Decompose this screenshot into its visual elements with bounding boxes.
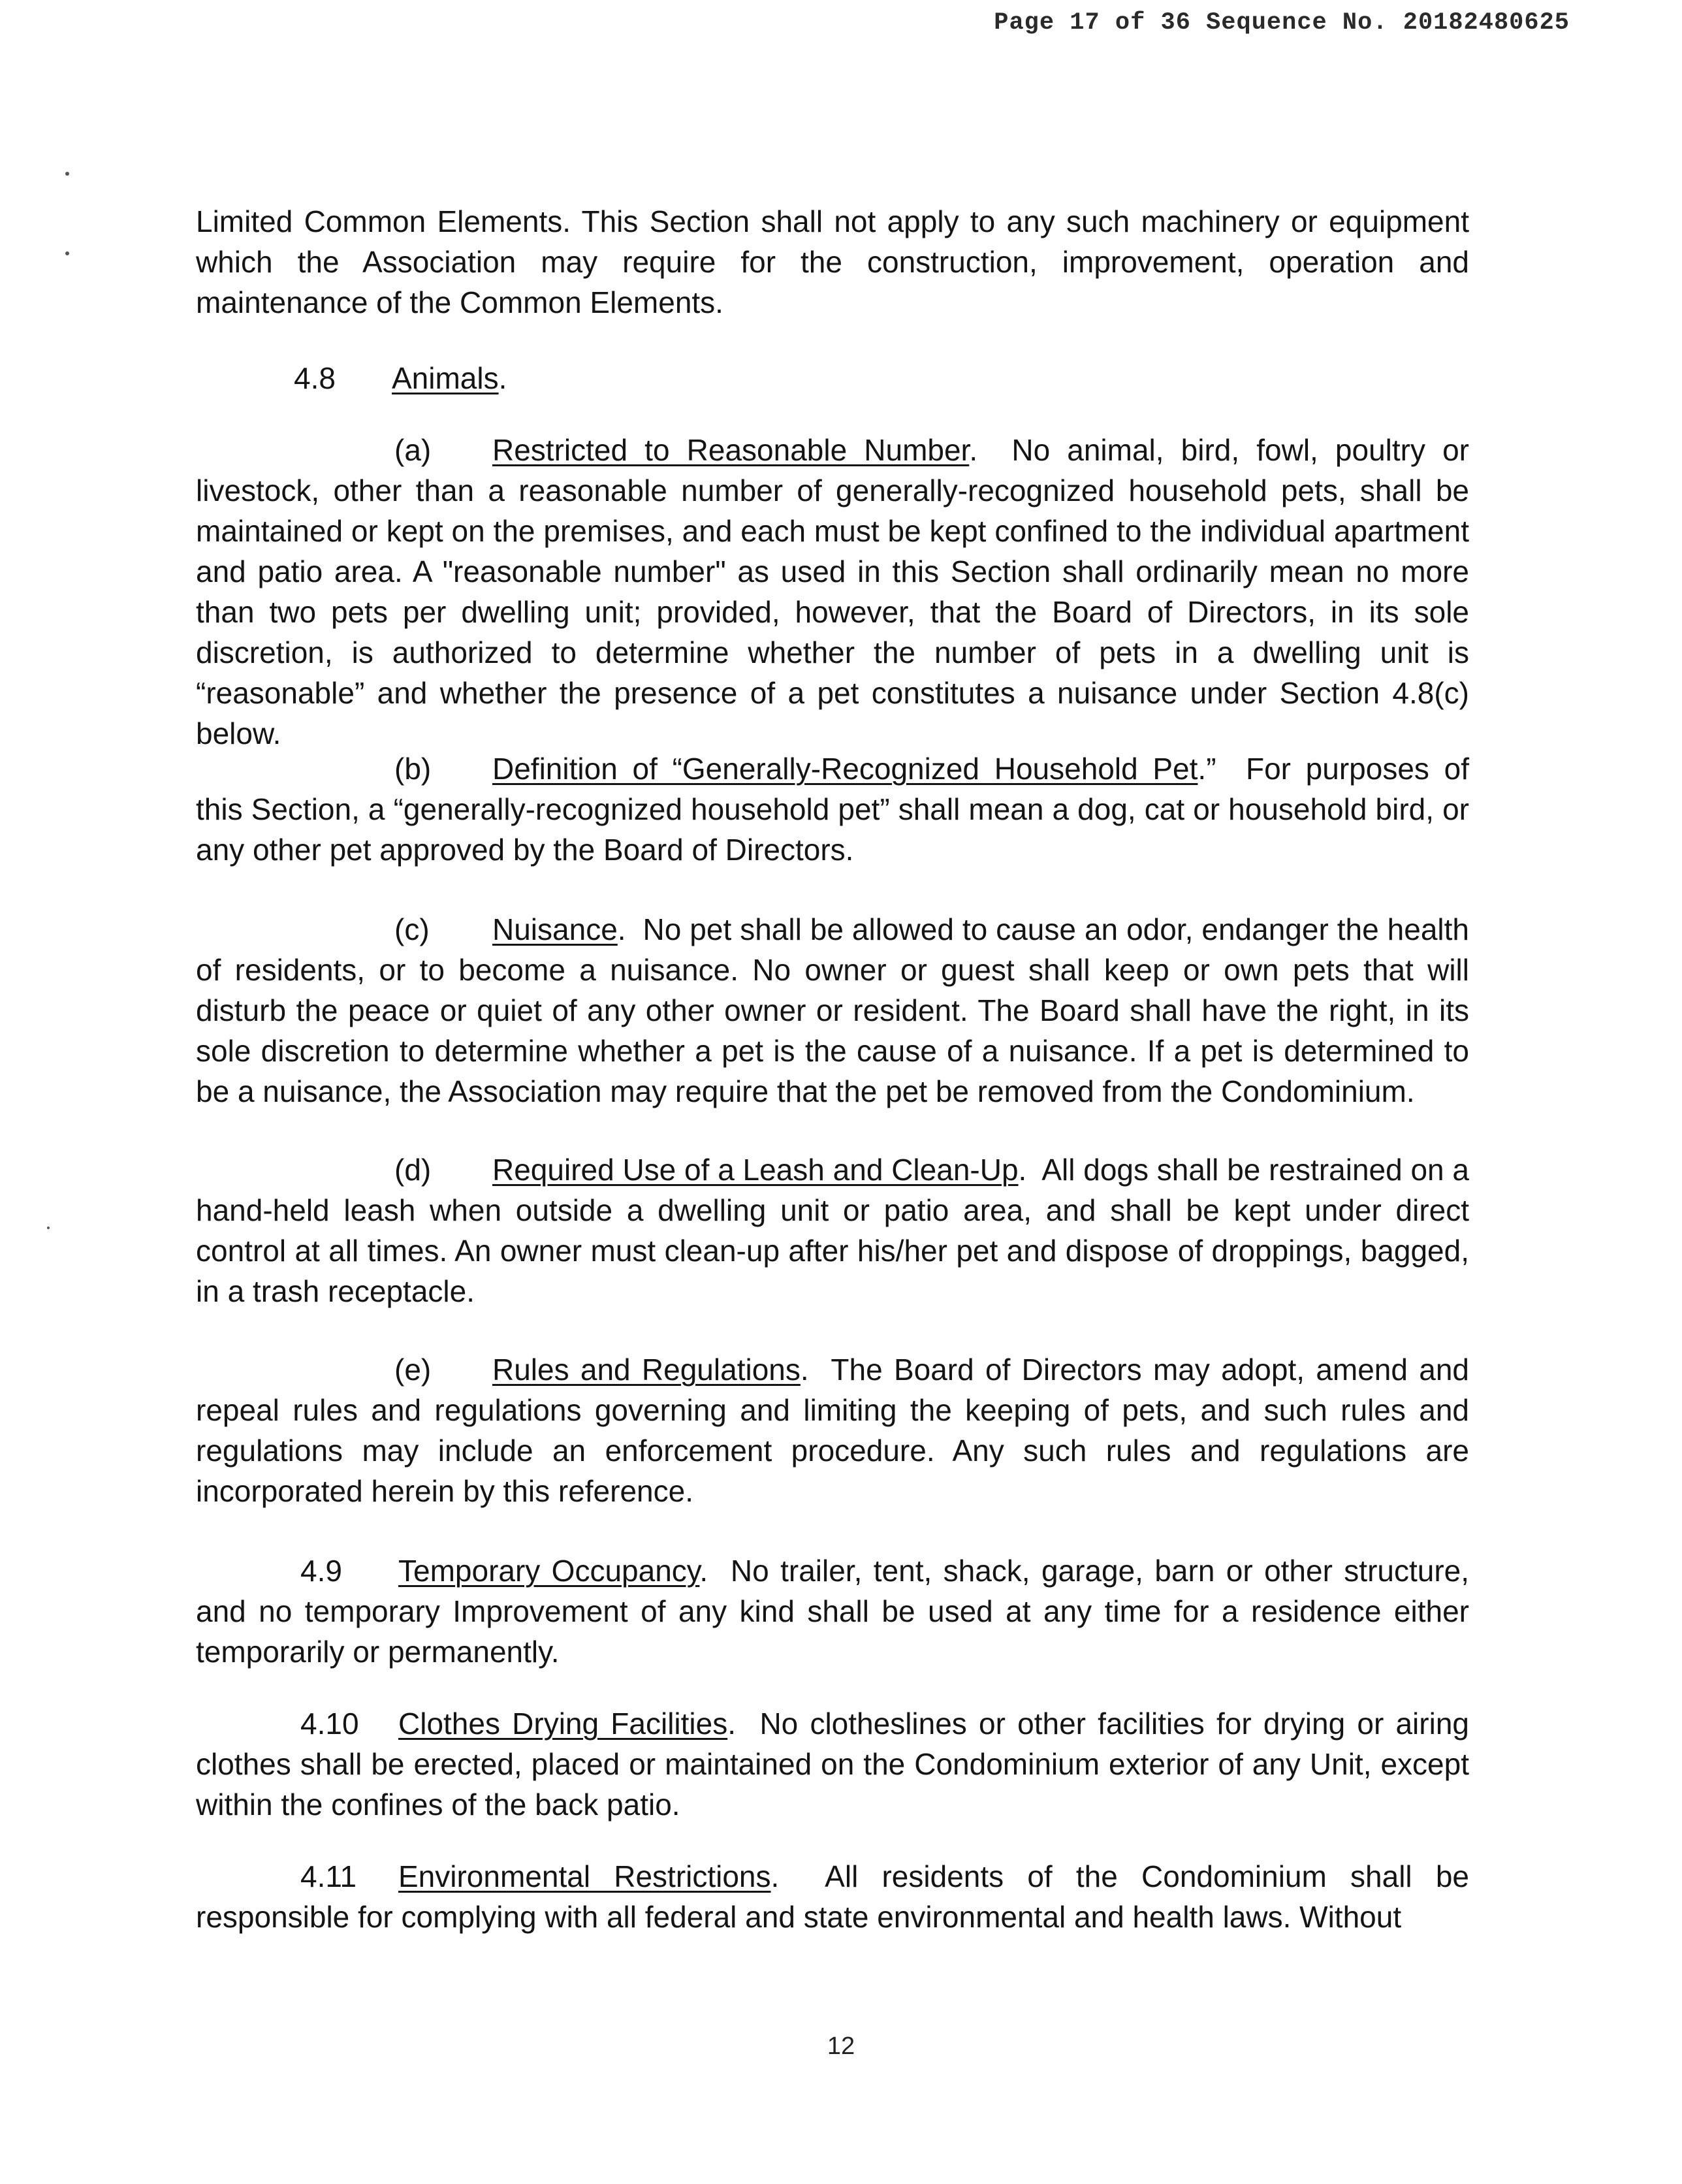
- subsection-text: For purposes of this Section, a “generally-recognized household pet” shall mean a dog, cat or household bird, or any other pet approved by the Board of Directors.: [196, 752, 1469, 867]
- section-text: No trailer, tent, shack, garage, barn or other structure, and no temporary Improvement of any kind shall be used at any time for a residence either temporarily or permanently.: [196, 1554, 1470, 1669]
- section-number: 4.8: [294, 361, 336, 395]
- subsection-text: No pet shall be allowed to cause an odor, endanger the health of residents, or to become a nuisance. No owner or guest shall keep or own pets that will disturb the peace or quiet of any other owner or resident. The Board shall have the right, in its sole discretion to determine whether a pet is the cause of a nuisance. If a pet is determined to be a nuisance, the Association may require that the pet be removed from the Condominium.: [196, 912, 1469, 1108]
- subsection-text: No animal, bird, fowl, poultry or livestock, other than a reasonable number of generally-recognized household pets, shall be maintained or kept on the premises, and each must be kept confined to the individual apartment and patio area. A "reasonable number" as used in this Section shall ordinarily mean no more than two pets per dwelling unit; provided, however, that the Board of Directors, in its sole discretion, is authorized to determine whether the number of pets in a dwelling unit is “reasonable” and whether the presence of a pet constitutes a nuisance under Section 4.8(c) below.: [196, 433, 1470, 750]
- intro-paragraph: [196, 201, 1469, 323]
- section-title-punct: .: [770, 1859, 780, 1893]
- section-4-8-heading: [294, 358, 507, 398]
- subsection-title-punct: .: [1018, 1153, 1027, 1187]
- subsection-title: Definition of “Generally-Recognized Household Pet: [492, 752, 1198, 786]
- section-title: Temporary Occupancy: [398, 1554, 700, 1588]
- subsection-label: (c): [394, 912, 430, 946]
- subsection-title-punct: .: [800, 1353, 809, 1387]
- scan-speck: [65, 251, 69, 255]
- subsection-label: (d): [394, 1153, 432, 1187]
- section-title-punct: .: [727, 1707, 737, 1741]
- subsection-e: [196, 1349, 1469, 1511]
- subsection-title: Rules and Regulations: [492, 1353, 801, 1387]
- subsection-d: [196, 1149, 1469, 1311]
- subsection-label: (b): [394, 752, 432, 786]
- scan-speck: [65, 172, 69, 176]
- section-title-punct: .: [699, 1554, 708, 1588]
- scan-speck: [47, 1227, 50, 1229]
- section-number: 4.10: [300, 1707, 359, 1741]
- section-4-11: [196, 1856, 1469, 1937]
- section-title: Environmental Restrictions: [398, 1859, 771, 1893]
- section-text: All residents of the Condominium shall be responsible for complying with all federal and state environmental and health laws. Without: [196, 1859, 1469, 1934]
- section-number: 4.11: [300, 1859, 357, 1893]
- subsection-title: Required Use of a Leash and Clean-Up: [492, 1153, 1019, 1187]
- subsection-label: (a): [394, 433, 432, 467]
- subsection-text: The Board of Directors may adopt, amend and repeal rules and regulations governing and limiting the keeping of pets, and such rules and regulations may include an enforcement procedure. Any such rules and regulations are incorporated herein by this reference.: [196, 1353, 1470, 1508]
- subsection-title-punct: .”: [1198, 752, 1216, 786]
- subsection-title: Nuisance: [492, 912, 618, 946]
- subsection-title: Restricted to Reasonable Number: [492, 433, 970, 467]
- section-title-punct: .: [498, 361, 507, 395]
- intro-text: Limited Common Elements. This Section shall not apply to any such machinery or equipment which the Association may require for the construction, improvement, operation and maintenance of the Common Elements.: [196, 204, 1469, 319]
- subsection-title-punct: .: [617, 912, 626, 946]
- section-text: No clotheslines or other facilities for drying or airing clothes shall be erected, placed or maintained on the Condominium exterior of any Unit, except within the confines of the back patio.: [196, 1707, 1469, 1822]
- subsection-b: [196, 748, 1469, 870]
- section-title: Animals: [392, 361, 499, 395]
- section-number: 4.9: [300, 1554, 342, 1588]
- page-number: 12: [827, 2032, 855, 2060]
- subsection-a: [196, 430, 1469, 754]
- subsection-c: [196, 909, 1469, 1112]
- section-title: Clothes Drying Facilities: [398, 1707, 728, 1741]
- subsection-text: All dogs shall be restrained on a hand-held leash when outside a dwelling unit or patio area, and shall be kept under direct control at all times. An owner must clean-up after his/her pet and dispose of droppings, bagged, in a trash receptacle.: [196, 1153, 1470, 1308]
- subsection-title-punct: .: [969, 433, 978, 467]
- section-4-10: [196, 1703, 1469, 1825]
- subsection-label: (e): [394, 1353, 432, 1387]
- page-header: Page 17 of 36 Sequence No. 20182480625: [994, 9, 1570, 37]
- section-4-9: [196, 1550, 1469, 1672]
